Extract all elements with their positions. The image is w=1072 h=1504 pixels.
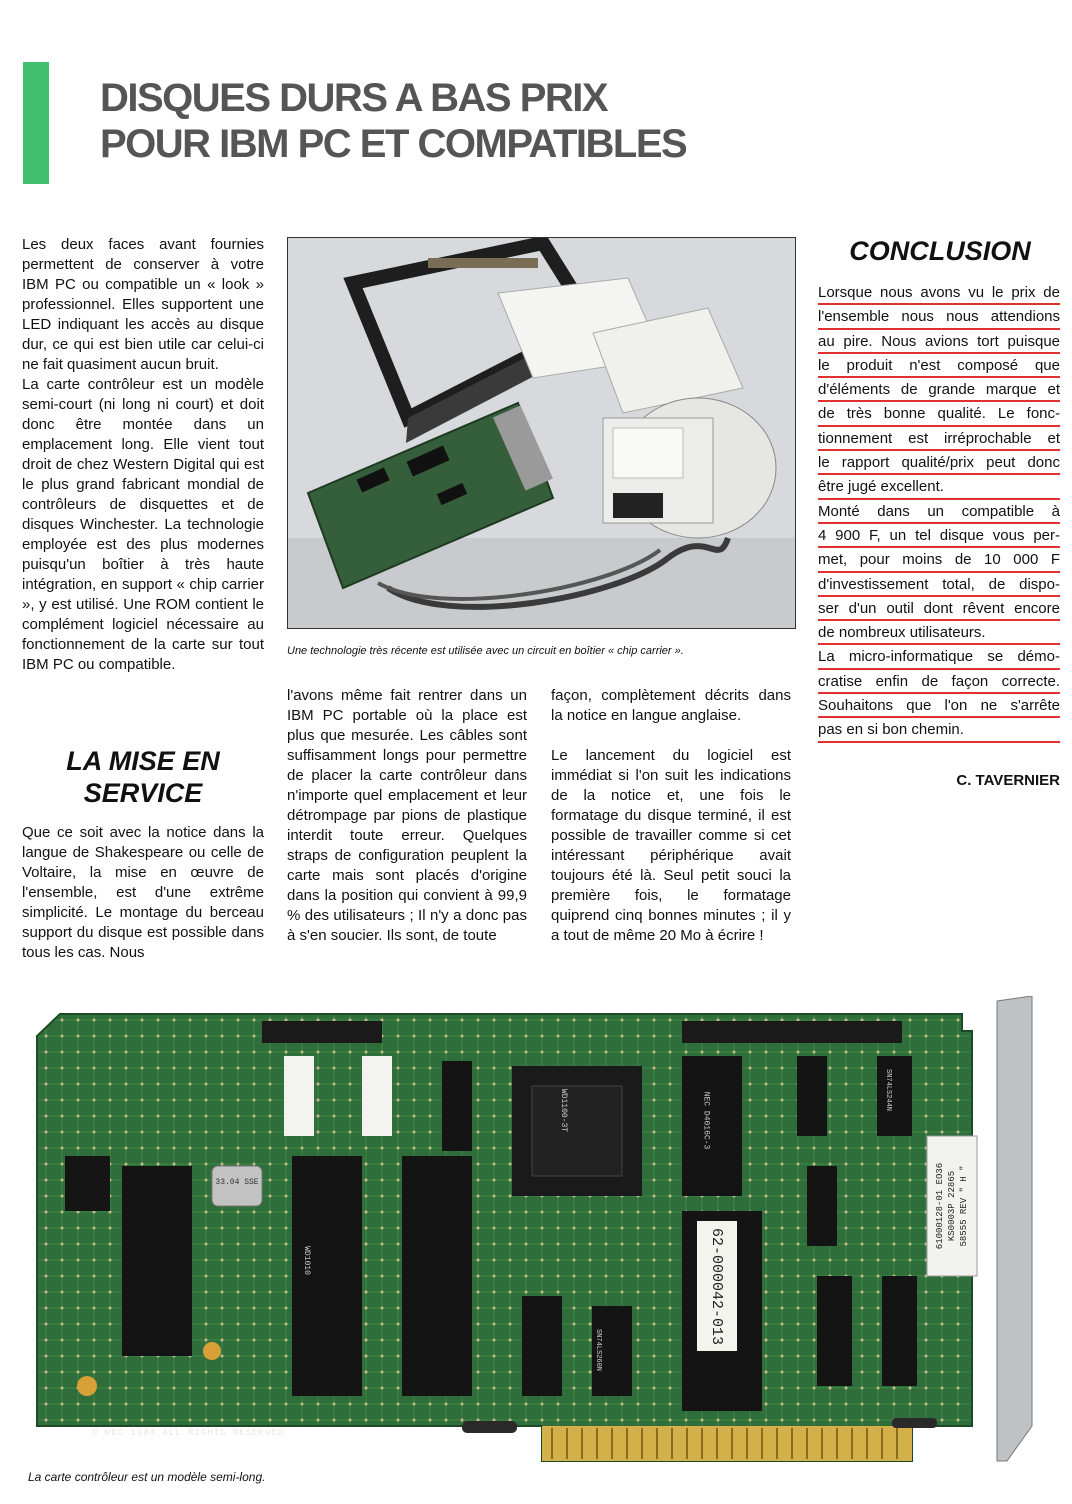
conclusion-line: d'éléments de grande marque et [818, 378, 1060, 402]
conclusion-line: Lorsque nous avons vu le prix de [818, 281, 1060, 305]
sticker-line: 58555 REV " H " [959, 1165, 970, 1247]
paragraph: Le lancement du logiciel est immédiat si l'on suit les indications de la notice et, une fois le formatage du disque terminé, il est possible de travailler comme si cet intéressant périphérique avait toujours été là. Seul petit souci la première fois, le formatage quiprend cinq bonnes minutes ; il y a tout de même 20 Mo à écrire ! [551, 747, 791, 944]
conclusion-line: Souhaitons que l'on ne s'arrête [818, 694, 1060, 718]
board-label-number: 62-000042-013 [708, 1227, 726, 1345]
paragraph: Les deux faces avant fournies permettent de conserver à votre IBM PC ou compatible un « look » professionnel. Elles supportent une LED indiquant les accès au disque dur, ce qui est bien utile car celui-ci ne fait quasiment aucun bruit. [22, 236, 264, 373]
chip-label: WD1010 [301, 1246, 311, 1275]
conclusion-line: d'investissement total, de dispo- [818, 573, 1060, 597]
chip-label: SN74LS260N [594, 1328, 603, 1372]
conclusion-line: met, pour moins de 10 000 F [818, 548, 1060, 572]
author-signature: C. TAVERNIER [956, 772, 1060, 789]
sticker-line: KS0003P 22865 [947, 1170, 958, 1242]
conclusion-line: tionnement est irréprochable et [818, 427, 1060, 451]
conclusion-line: de très bonne qualité. Le fonc- [818, 402, 1060, 426]
conclusion-line: le produit n'est composé que [818, 354, 1060, 378]
accent-bar [23, 62, 49, 184]
conclusion-line: 4 900 F, un tel disque vous per- [818, 524, 1060, 548]
paragraph: Que ce soit avec la notice dans la langue de Shakespeare ou celle de Voltaire, la mise en œuvre de l'ensemble, est d'une extrême simplicité. Le montage du berceau support du disque est possible dans tous les cas. Nous [22, 824, 264, 961]
paragraph: façon, complètement décrits dans la notice en langue anglaise. [551, 687, 791, 724]
crystal-label: 33.04 SSE [215, 1178, 259, 1187]
section-title-line-1: LA MISE EN [66, 746, 220, 776]
conclusion-title: CONCLUSION [849, 236, 1031, 266]
conclusion-line: La micro-informatique se démo- [818, 645, 1060, 669]
controller-board-photo [22, 996, 1072, 1466]
headline-line-1: DISQUES DURS A BAS PRIX [100, 76, 608, 120]
board-label [697, 1221, 737, 1351]
chip-label: SN74LS244N [884, 1068, 893, 1112]
conclusion-line: de nombreux utilisateurs. [818, 621, 1060, 645]
conclusion-line: ser d'un outil dont rêvent encore [818, 597, 1060, 621]
page-title [100, 75, 800, 167]
board-copyright: © WDC 1984 ALL RIGHTS RESERVED [92, 1428, 285, 1438]
conclusion-line: cratise enfin de façon correcte. [818, 670, 1060, 694]
section-title [22, 745, 264, 809]
product-photo [287, 237, 796, 629]
conclusion-line: pas en si bon chemin. [818, 718, 1060, 742]
column-1-continued [22, 823, 264, 963]
conclusion-box [818, 281, 1060, 743]
conclusion-line: le rapport qualité/prix peut donc [818, 451, 1060, 475]
headline-line-2: POUR IBM PC ET COMPATIBLES [100, 122, 687, 166]
chip-label: NEC D4016C-3 [701, 1091, 711, 1150]
board-caption: La carte contrôleur est un modèle semi-long. [28, 1470, 266, 1484]
chip-label: WD1100-3T [559, 1088, 569, 1133]
conclusion-line: au pire. Nous avions tort puisque [818, 330, 1060, 354]
column-3 [551, 686, 791, 946]
conclusion-line: l'ensemble nous nous attendions [818, 305, 1060, 329]
column-2 [287, 686, 527, 946]
sticker-line: 61000128-01 EO36 [935, 1162, 946, 1250]
column-1 [22, 235, 264, 675]
board-sticker [927, 1136, 977, 1276]
conclusion-line: être jugé excellent. [818, 475, 1060, 499]
section-title-line-2: SERVICE [83, 778, 203, 808]
photo-caption: Une technologie très récente est utilisée avec un circuit en boîtier « chip carrier ». [287, 645, 684, 657]
paragraph: l'avons même fait rentrer dans un IBM PC portable où la place est plus que mesurée. Les câbles sont suffisamment longs pour permettre de placer la carte contrôleur dans n'importe quel emplacement et leur détrompage par pions de plastique interdit toute erreur. Quelques straps de configuration peuplent la carte mais sont placés d'origine dans la position qui convient à 99,9 % des utilisateurs ; Il n'y a donc pas à s'en soucier. Ils sont, de toute [287, 687, 527, 944]
conclusion-line: Monté dans un compatible à [818, 500, 1060, 524]
paragraph: La carte contrôleur est un modèle semi-court (ni long ni court) et doit donc être montée dans un emplacement long. Elle vient tout droit de chez Western Digital qui est le plus grand fabricant mondial de contrôleurs de disquettes et de disques Winchester. La technologie employée est des plus modernes puisqu'un boîtier à très haute intégration, en support « chip carrier », y est utilisé. Une ROM contient le complément logiciel nécessaire au fonctionnement de la carte sur tout IBM PC ou compatible. [22, 376, 264, 673]
